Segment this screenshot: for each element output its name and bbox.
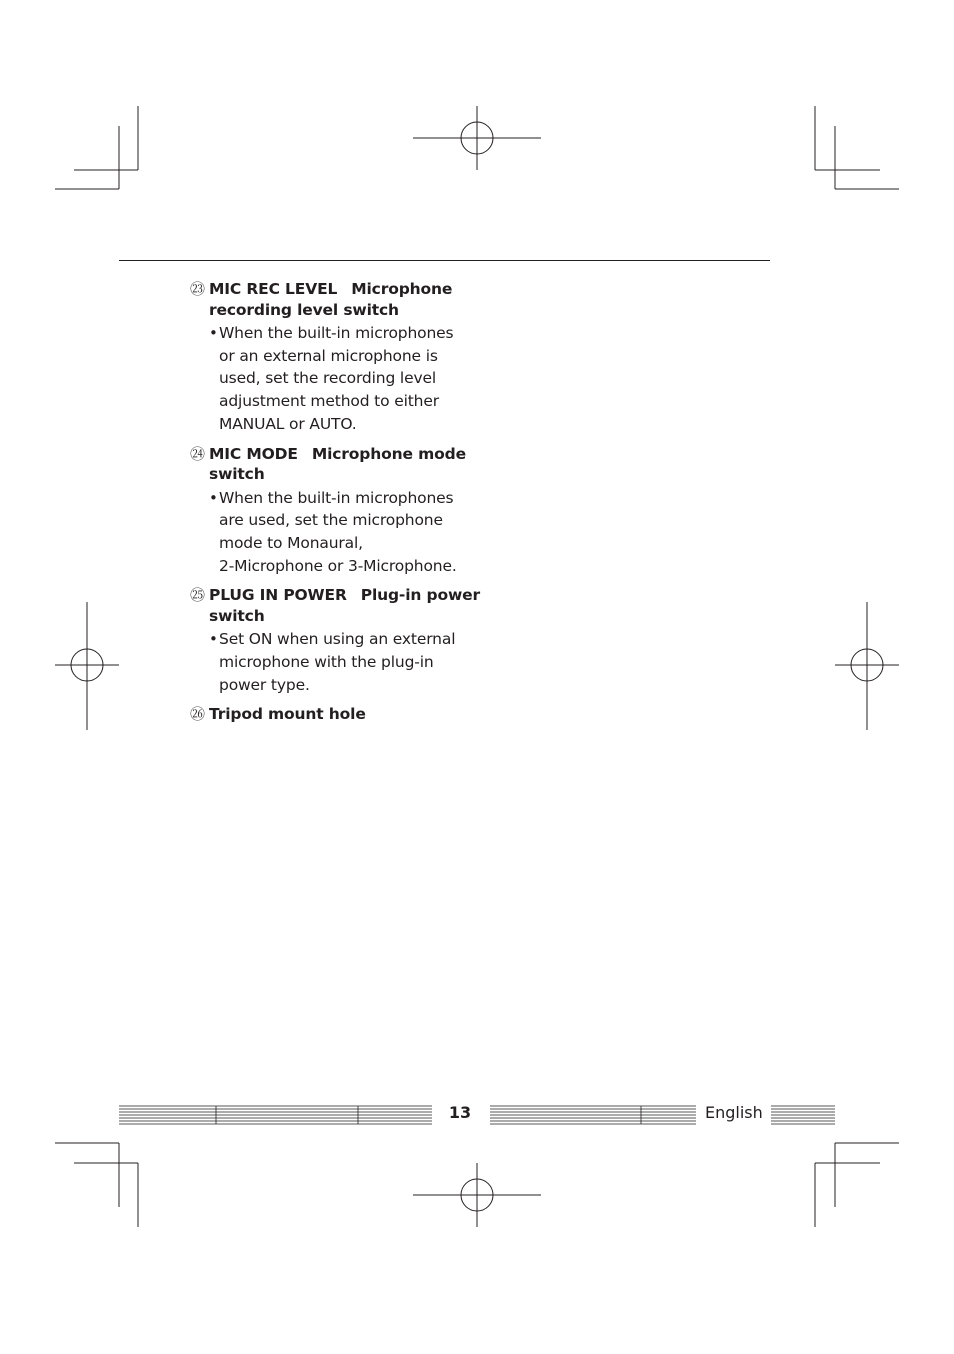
item-text: When the built-in microphones or an external microphone is used, set the recording level adjustment method to either MANUAL or AUTO.	[219, 324, 454, 433]
item-title-en: Tripod mount hole	[209, 705, 366, 724]
item-description	[209, 322, 480, 436]
item-title-desc: Microphone recording level switch	[209, 280, 453, 319]
item-title-en: MIC REC LEVEL	[209, 280, 338, 298]
page-number: 13	[448, 1103, 472, 1122]
language-label: English	[705, 1103, 763, 1122]
item-number: ㉕	[190, 586, 206, 605]
list-item	[190, 704, 480, 725]
item-description	[209, 487, 480, 578]
item-heading	[190, 704, 480, 725]
item-description	[209, 628, 480, 696]
item-text: When the built-in microphones are used, set the microphone mode to Monaural, 2-Microphone or 3-Microphone.	[219, 488, 457, 575]
item-title	[209, 444, 480, 485]
feature-list	[190, 279, 480, 733]
item-number: ㉔	[190, 444, 206, 463]
bullet: •	[209, 324, 218, 342]
item-number: ㉖	[190, 705, 206, 724]
bullet: •	[209, 488, 218, 507]
item-heading	[190, 585, 480, 626]
item-heading	[190, 279, 480, 320]
list-item	[190, 279, 480, 436]
item-text: Set ON when using an external microphone with the plug-in power type.	[219, 630, 456, 694]
item-title	[209, 704, 366, 725]
item-title-desc: Plug-in power switch	[209, 586, 480, 625]
item-number: ㉓	[190, 280, 206, 298]
list-item	[190, 444, 480, 578]
header-rule	[119, 260, 770, 261]
item-title-en: MIC MODE	[209, 444, 298, 463]
item-title	[209, 279, 480, 320]
bullet: •	[209, 630, 218, 649]
item-title-en: PLUG IN POWER	[209, 586, 347, 605]
item-title-desc: Microphone mode switch	[209, 444, 466, 484]
list-item	[190, 585, 480, 696]
item-title	[209, 585, 480, 626]
item-heading	[190, 444, 480, 485]
